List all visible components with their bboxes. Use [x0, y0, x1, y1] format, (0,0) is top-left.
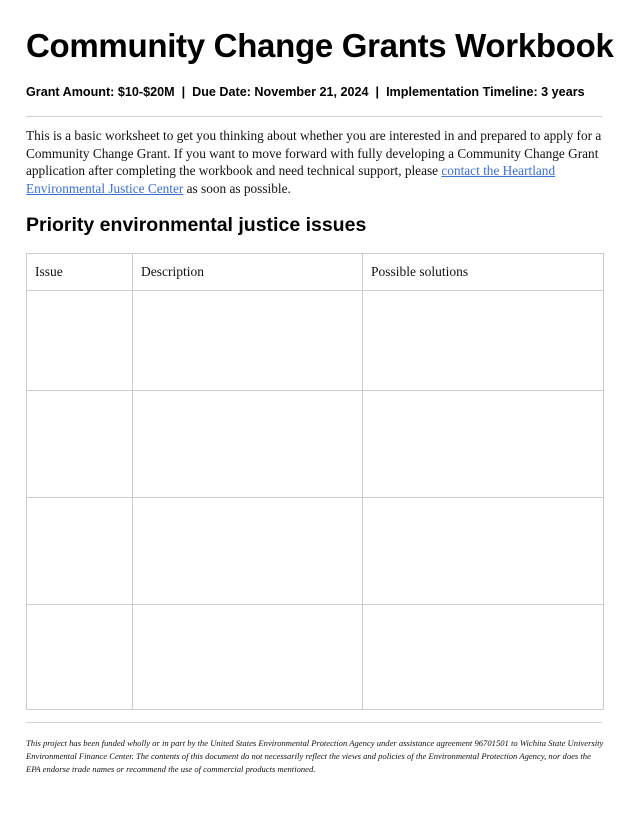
due-date: Due Date: November 21, 2024 — [192, 85, 369, 99]
grant-meta-line — [26, 85, 585, 99]
column-header-possible-solutions: Possible solutions — [363, 254, 604, 291]
description-cell[interactable] — [133, 291, 363, 391]
issue-cell[interactable] — [27, 605, 133, 710]
table-header-row — [27, 254, 604, 291]
implementation-timeline: Implementation Timeline: 3 years — [386, 85, 585, 99]
table-row — [27, 291, 604, 391]
meta-separator: | — [181, 85, 186, 99]
issue-cell[interactable] — [27, 391, 133, 498]
solutions-cell[interactable] — [363, 391, 604, 498]
issue-cell[interactable] — [27, 291, 133, 391]
solutions-cell[interactable] — [363, 291, 604, 391]
table-row — [27, 605, 604, 710]
footer-divider — [26, 722, 602, 723]
grant-amount: Grant Amount: $10-$20M — [26, 85, 175, 99]
column-header-description: Description — [133, 254, 363, 291]
section-title: Priority environmental justice issues — [26, 214, 367, 236]
column-header-issue: Issue — [27, 254, 133, 291]
table-row — [27, 391, 604, 498]
description-cell[interactable] — [133, 605, 363, 710]
description-cell[interactable] — [133, 498, 363, 605]
intro-text-after-link: as soon as possible. — [183, 180, 291, 196]
issues-table — [26, 253, 604, 710]
solutions-cell[interactable] — [363, 605, 604, 710]
page-title: Community Change Grants Workbook — [26, 27, 614, 64]
table-row — [27, 498, 604, 605]
header-divider — [26, 116, 602, 117]
intro-text-before-link: This is a basic worksheet to get you thinking about whether you are interested in and prepared to apply for a Community Change Grant. If you want to move forward with fully developing a Community Change Grant application after completing the workbook and need technical support, please — [26, 128, 602, 178]
issue-cell[interactable] — [27, 498, 133, 605]
contact-hejc-link[interactable]: contact the Heartland Environmental Justice Center — [26, 163, 556, 196]
solutions-cell[interactable] — [363, 498, 604, 605]
funding-disclaimer: This project has been funded wholly or in part by the United States Environmental Protection Agency under assistance agreement 96701501 to Wichita State University Environmental Finance Center. The contents of this document do not necessarily reflect the views and policies of the Environmental Protection Agency, nor does the EPA endorse trade names or recommend the use of commercial products mentioned. — [26, 738, 604, 774]
description-cell[interactable] — [133, 391, 363, 498]
meta-separator: | — [375, 85, 380, 99]
intro-paragraph — [26, 127, 602, 197]
